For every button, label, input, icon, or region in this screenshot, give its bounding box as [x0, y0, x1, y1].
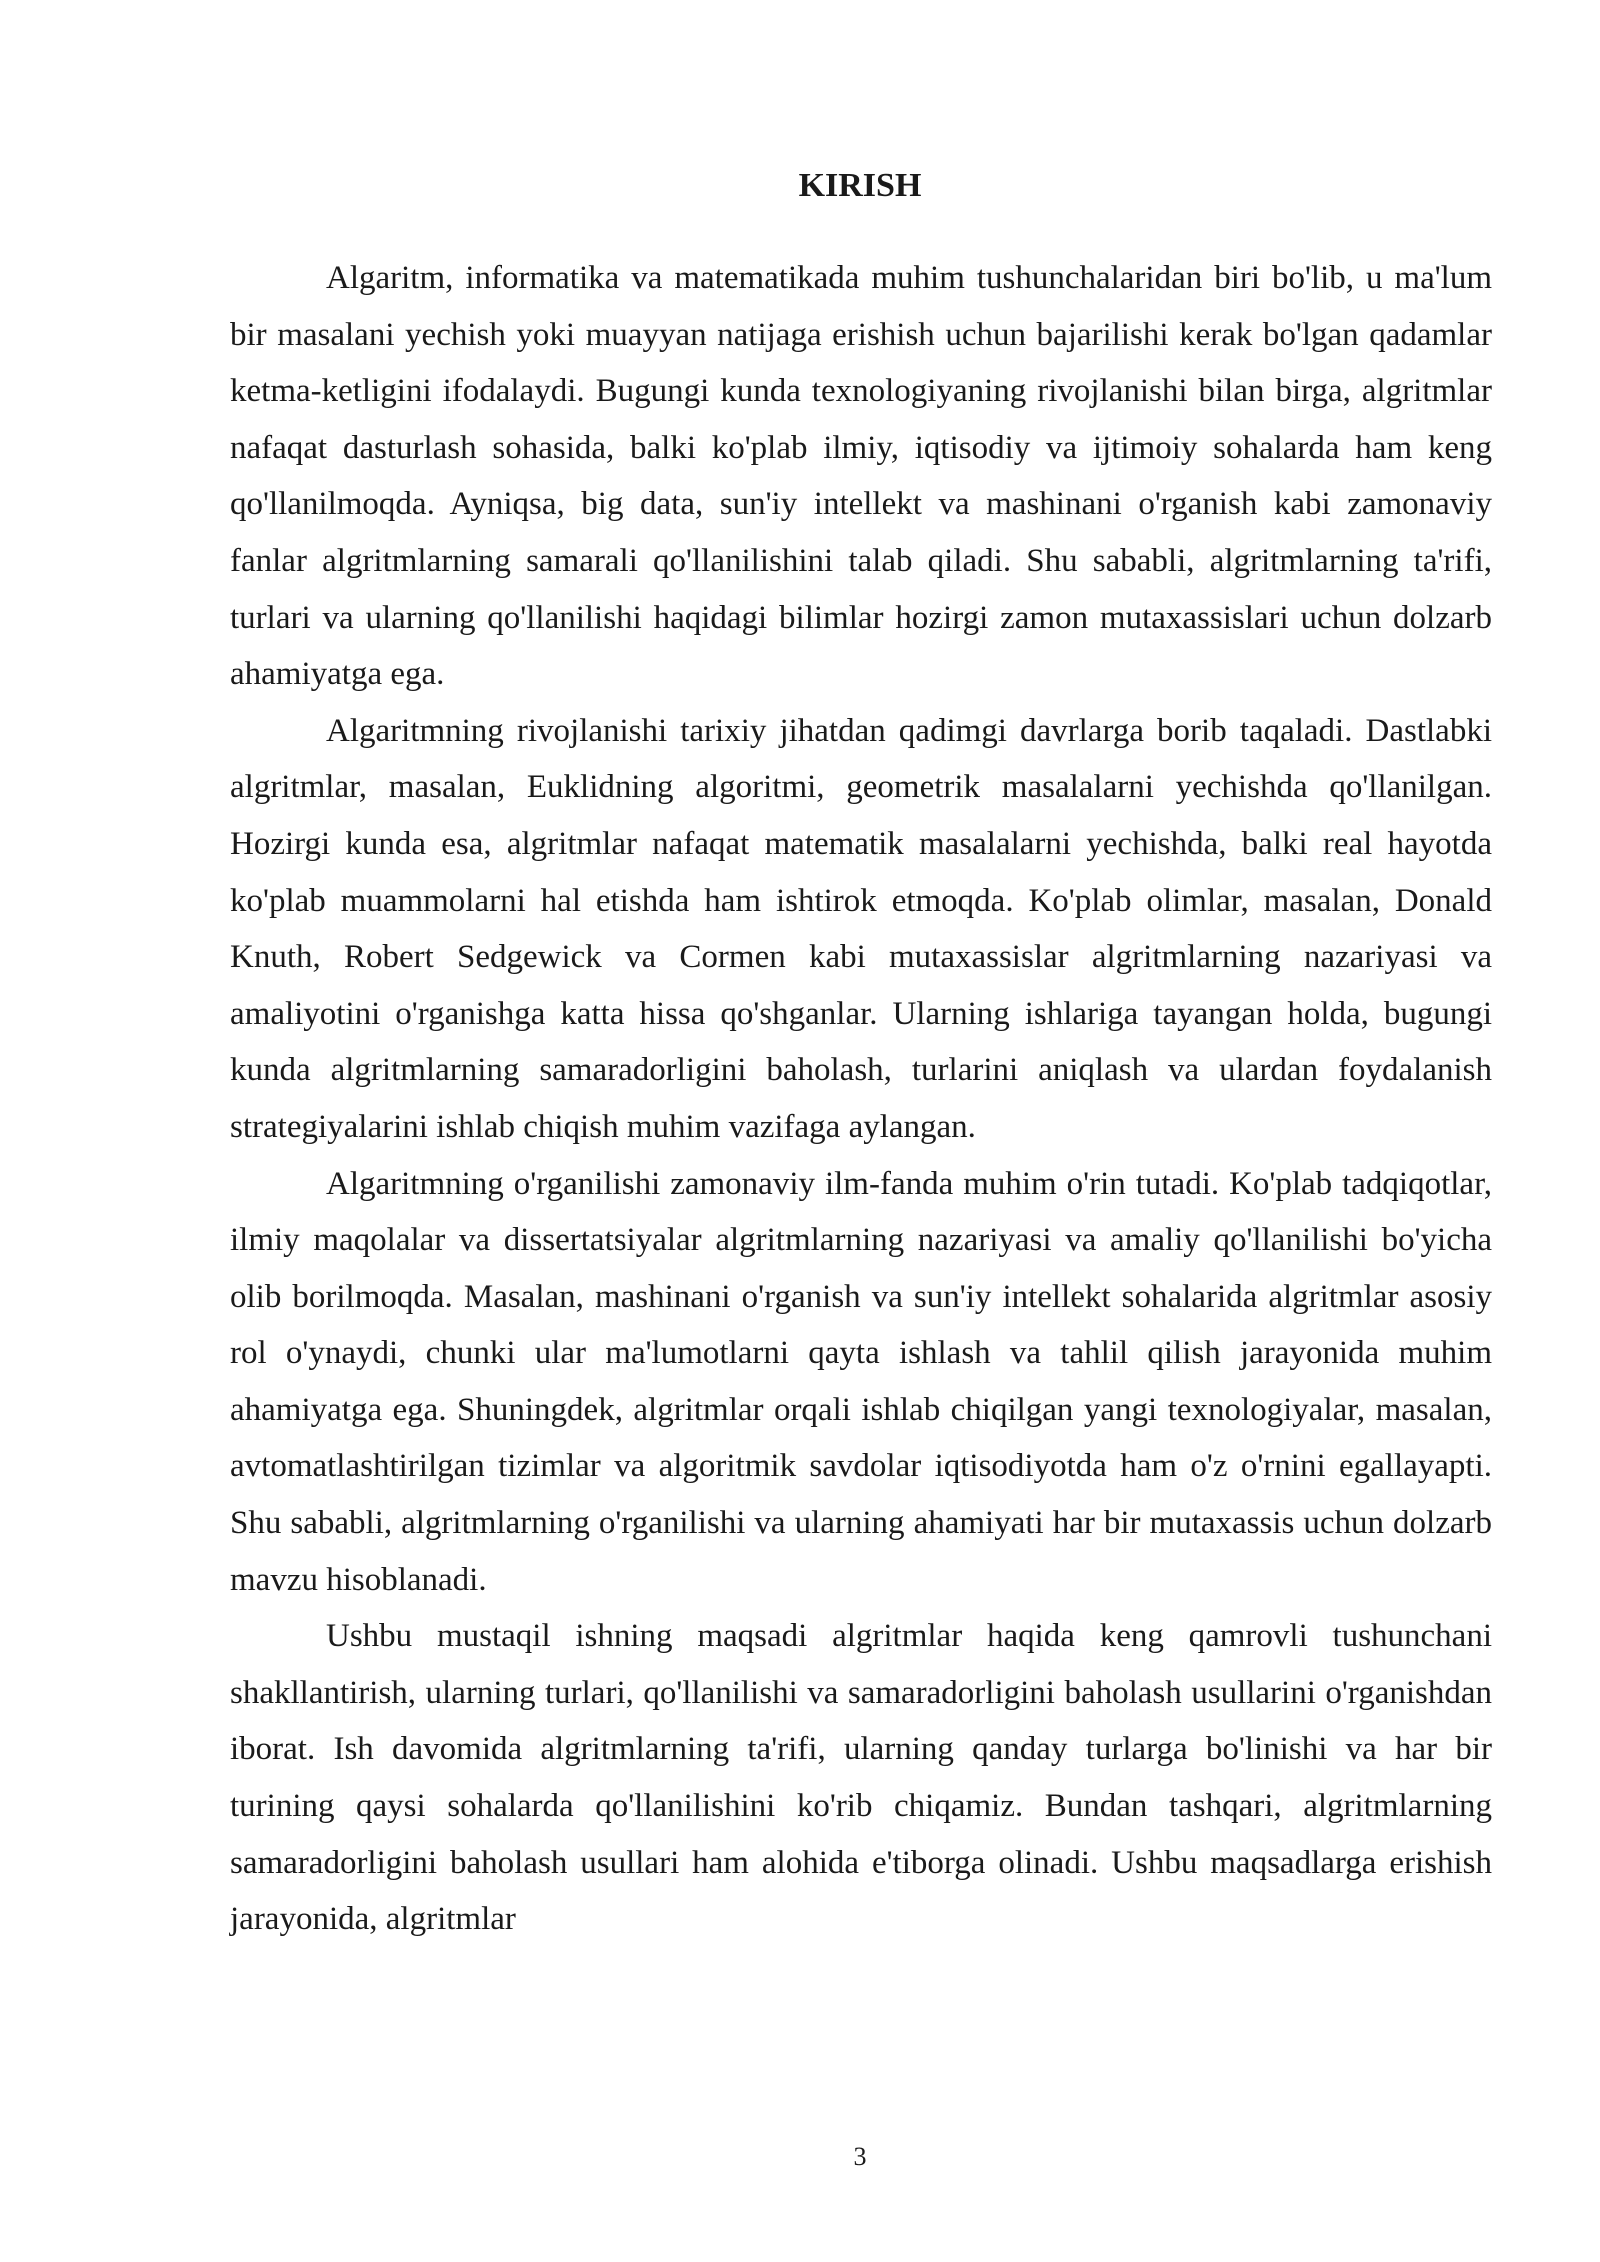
paragraph-2: Algaritmning rivojlanishi tarixiy jihatdan qadimgi davrlarga borib taqaladi. Dastlabki algritmlar, masalan, Euklidning algoritmi, geometrik masalalarni yechishda qo'llanilgan. Hozirgi kunda esa, algritmlar nafaqat matematik masalalarni yechishda, balki real hayotda ko'plab muammolarni hal etishda ham ishtirok etmoqda. Ko'plab olimlar, masalan, Donald Knuth, Robert Sedgewick va Cormen kabi mutaxassislar algritmlarning nazariyasi va amaliyotini o'rganishga katta hissa qo'shganlar. Ularning ishlariga tayangan holda, bugungi kunda algritmlarning samaradorligini baholash, turlarini aniqlash va ulardan foydalanish strategiyalarini ishlab chiqish muhim vazifaga aylangan.: [230, 712, 1492, 1145]
section-title: KIRISH: [798, 167, 922, 204]
page-number: 3: [853, 2142, 867, 2171]
paragraph-4: Ushbu mustaqil ishning maqsadi algritmlar haqida keng qamrovli tushunchani shakllantirish, ularning turlari, qo'llanilishi va samaradorligini baholash usullarini o'rganishdan iborat. Ish davomida algritmlarning ta'rifi, ularning qanday turlarga bo'linishi va har bir turining qaysi sohalarda qo'llanilishini ko'rib chiqamiz. Bundan tashqari, algritmlarning samaradorligini baholash usullari ham alohida e'tiborga olinadi. Ushbu maqsadlarga erishish jarayonida, algritmlar: [230, 1618, 1492, 1938]
paragraph-3: Algaritmning o'rganilishi zamonaviy ilm-fanda muhim o'rin tutadi. Ko'plab tadqiqotlar, ilmiy maqolalar va dissertatsiyalar algritmlarning nazariyasi va amaliy qo'llanilishi bo'yicha olib borilmoqda. Masalan, mashinani o'rganish va sun'iy intellekt sohalarida algritmlar asosiy rol o'ynaydi, chunki ular ma'lumotlarni qayta ishlash va tahlil qilish jarayonida muhim ahamiyatga ega. Shuningdek, algritmlar orqali ishlab chiqilgan yangi texnologiyalar, masalan, avtomatlashtirilgan tizimlar va algoritmik savdolar iqtisodiyotda ham o'z o'rnini egallayapti. Shu sababli, algritmlarning o'rganilishi va ularning ahamiyati har bir mutaxassis uchun dolzarb mavzu hisoblanadi.: [230, 1165, 1492, 1598]
body-text: [230, 250, 1492, 1948]
paragraph-1: Algaritm, informatika va matematikada muhim tushunchalaridan biri bo'lib, u ma'lum bir masalani yechish yoki muayyan natijaga erishish uchun bajarilishi kerak bo'lgan qadamlar ketma-ketligini ifodalaydi. Bugungi kunda texnologiyaning rivojlanishi bilan birga, algritmlar nafaqat dasturlash sohasida, balki ko'plab ilmiy, iqtisodiy va ijtimoiy sohalarda ham keng qo'llanilmoqda. Ayniqsa, big data, sun'iy intellekt va mashinani o'rganish kabi zamonaviy fanlar algritmlarning samarali qo'llanilishini talab qiladi. Shu sababli, algritmlarning ta'rifi, turlari va ularning qo'llanilishi haqidagi bilimlar hozirgi zamon mutaxassislari uchun dolzarb ahamiyatga ega.: [230, 260, 1492, 693]
